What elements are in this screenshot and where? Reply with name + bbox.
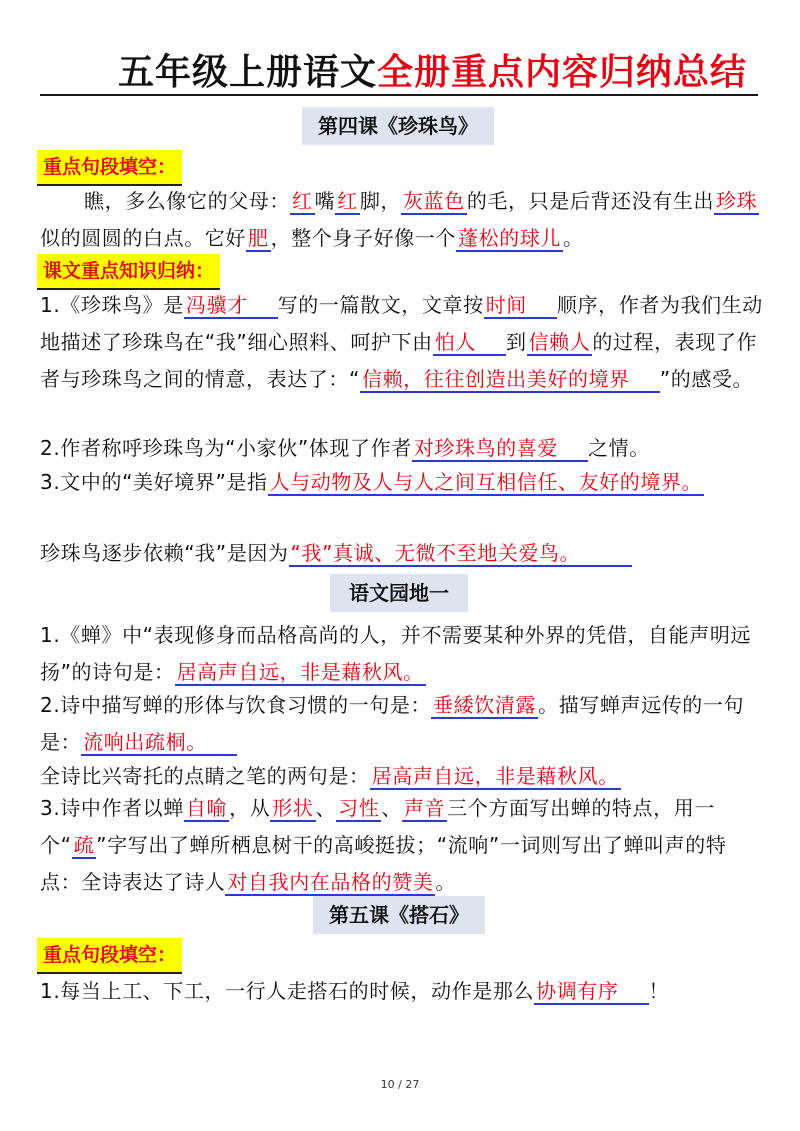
lesson5-paragraph-1 [40, 973, 764, 1010]
title-red-part: 全册重点内容归纳总结 [377, 52, 748, 93]
title-underline [40, 94, 758, 96]
answer-blank: 对珍珠鸟的喜爱 [412, 436, 588, 462]
answer-blank: 红 [292, 189, 313, 213]
answer-blank: “我”真诚、无微不至地关爱鸟。 [289, 541, 633, 567]
text: 3.诗中作者以蝉 [40, 796, 184, 820]
text: 嘴 [314, 189, 336, 213]
text: 2.作者称呼珍珠鸟为“小家伙”体现了作者 [40, 436, 412, 460]
answer-blank: 怕人 [433, 330, 506, 356]
text: ”的感受。 [659, 367, 754, 391]
text: 1.《珍珠鸟》是 [40, 293, 184, 317]
text: 瞧，多么像它的父母： [84, 189, 290, 213]
lesson4-knowledge-1 [40, 287, 764, 398]
answer-blank: 肥 [248, 226, 269, 250]
text: 顺序，作者为我们生动地描述了珍珠鸟在“我”细心照料、呵护下由 [40, 293, 763, 354]
lesson4-knowledge-tag: 课文重点知识归纳： [37, 254, 220, 290]
lesson4-knowledge-4 [40, 535, 764, 572]
lesson5-fill-tag: 重点句段填空： [37, 938, 182, 974]
text: 的过程，表现了作者与珍珠鸟之间的情意，表达了：“ [40, 330, 758, 391]
answer-blank: 自喻 [185, 796, 228, 820]
lesson4-knowledge-3 [40, 464, 764, 501]
text: 、 [381, 796, 402, 820]
text: 的毛，只是后背还没有生出 [466, 189, 715, 213]
garden1-question-1 [40, 617, 764, 691]
answer-blank: 蓬松的球儿 [458, 226, 562, 250]
answer-blank: 居高声自远，非是藉秋风。 [371, 764, 619, 788]
text: 三个方面写出蝉的特点，用一个“ [40, 796, 715, 857]
answer-blank: 信赖人 [528, 330, 591, 354]
lesson5-heading: 第五课《搭石》 [313, 896, 485, 934]
text: 。 [563, 226, 584, 250]
answer-blank: 声音 [403, 796, 446, 820]
garden1-heading: 语文园地一 [330, 574, 468, 612]
answer-blank: 疏 [73, 833, 95, 857]
answer-blank: 形状 [272, 796, 314, 820]
text: 1.每当上工、下工，一行人走搭石的时候，动作是那么 [40, 979, 535, 1003]
answer-blank: 对自我内在品格的赞美 [227, 870, 434, 894]
text: ，整个身子好像一个 [270, 226, 457, 250]
lesson4-knowledge-2 [40, 430, 764, 467]
answer-blank: 习性 [338, 796, 380, 820]
page-title [118, 44, 747, 95]
answer-blank: 协调有序 [534, 979, 648, 1005]
text: 。描写蝉声远传的一句是： [40, 693, 745, 754]
text: ”字写出了蝉所栖息树干的高峻挺拔；“流响”一词则写出了蝉叫声的特点：全诗表达了诗人 [40, 833, 727, 894]
answer-blank: 居高声自远，非是藉秋风。 [176, 660, 424, 684]
title-black-part: 五年级上册语文 [118, 52, 378, 93]
answer-blank: 信赖，往往创造出美好的境界 [360, 367, 660, 393]
page-number: 10 / 27 [380, 1078, 420, 1091]
garden1-question-2 [40, 687, 764, 761]
text: 似的圆圆的白点。它好 [40, 226, 246, 250]
text: 全诗比兴寄托的点睛之笔的两句是： [40, 764, 370, 788]
text: ！ [648, 979, 670, 1003]
text: 之情。 [588, 436, 650, 460]
text: 脚， [359, 189, 402, 213]
text: 2.诗中描写蝉的形体与饮食习惯的一句是： [40, 693, 432, 717]
text: 、 [315, 796, 337, 820]
text: 1.《蝉》中“表现修身而品格高尚的人，并不需要某种外界的凭借，自能声明远扬”的诗句是： [40, 623, 752, 684]
answer-blank: 红 [337, 189, 358, 213]
lesson4-fill-paragraph [40, 183, 764, 257]
text: 到 [505, 330, 527, 354]
text: 珍珠鸟逐步依赖“我”是因为 [40, 541, 289, 565]
answer-blank: 时间 [484, 293, 557, 319]
text: 。 [435, 870, 457, 894]
text: 3.文中的“美好境界”是指 [40, 470, 268, 494]
garden1-question-3 [40, 790, 764, 901]
answer-blank: 珍珠 [716, 189, 758, 213]
answer-blank: 垂緌饮清露 [433, 693, 537, 717]
text: ，从 [229, 796, 271, 820]
lesson4-heading: 第四课《珍珠鸟》 [302, 107, 494, 145]
text: 写的一篇散文，文章按 [277, 293, 484, 317]
answer-blank: 冯骥才 [184, 293, 278, 319]
lesson4-fill-tag: 重点句段填空： [37, 150, 182, 186]
answer-blank: 人与动物及人与人之间互相信任、友好的境界。 [269, 470, 703, 494]
answer-blank: 灰蓝色 [403, 189, 465, 213]
answer-blank: 流响出疏桐。 [81, 730, 237, 756]
